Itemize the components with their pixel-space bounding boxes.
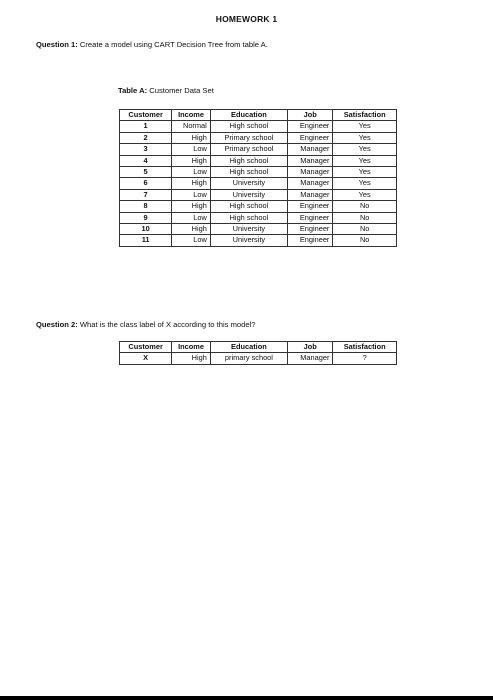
- cell-education: High school: [210, 212, 287, 223]
- cell-education: Primary school: [210, 144, 287, 155]
- cell-job: Engineer: [288, 224, 333, 235]
- cell-income: High: [172, 155, 211, 166]
- cell-satisfaction: Yes: [333, 155, 397, 166]
- cell-satisfaction: No: [333, 235, 397, 246]
- cell-income: Low: [172, 167, 211, 178]
- cell-customer: 8: [120, 201, 172, 212]
- cell-job: Manager: [288, 167, 333, 178]
- cell-job: Engineer: [288, 132, 333, 143]
- cell-job: Engineer: [288, 235, 333, 246]
- table-row: [120, 132, 397, 143]
- cell-income: High: [172, 201, 211, 212]
- customer-data-table: [119, 109, 397, 247]
- cell-customer: 3: [120, 144, 172, 155]
- cell-satisfaction: Yes: [333, 167, 397, 178]
- table-row: [120, 224, 397, 235]
- cell-satisfaction: Yes: [333, 178, 397, 189]
- table-header-row: [120, 342, 397, 353]
- cell-customer: 5: [120, 167, 172, 178]
- cell-education: University: [210, 224, 287, 235]
- cell-satisfaction: Yes: [333, 189, 397, 200]
- cell-satisfaction: No: [333, 201, 397, 212]
- table-row: [120, 235, 397, 246]
- cell-job: Engineer: [288, 212, 333, 223]
- header-income: Income: [172, 110, 211, 121]
- header-satisfaction: Satisfaction: [333, 342, 397, 353]
- table-row: [120, 353, 397, 364]
- table-row: [120, 167, 397, 178]
- cell-income: High: [172, 353, 211, 364]
- table-row: [120, 178, 397, 189]
- cell-job: Manager: [288, 189, 333, 200]
- table-a-caption: [118, 86, 214, 95]
- header-job: Job: [288, 342, 333, 353]
- cell-customer: 9: [120, 212, 172, 223]
- cell-income: Normal: [172, 121, 211, 132]
- cell-job: Engineer: [288, 121, 333, 132]
- cell-education: Primary school: [210, 132, 287, 143]
- cell-customer: 7: [120, 189, 172, 200]
- cell-income: Low: [172, 212, 211, 223]
- header-customer: Customer: [120, 110, 172, 121]
- cell-job: Manager: [288, 155, 333, 166]
- question-2: [36, 320, 255, 329]
- cell-education: University: [210, 178, 287, 189]
- cell-education: High school: [210, 201, 287, 212]
- cell-customer: 2: [120, 132, 172, 143]
- question-1-label: Question 1:: [36, 40, 78, 49]
- cell-satisfaction: No: [333, 224, 397, 235]
- cell-job: Manager: [288, 144, 333, 155]
- cell-income: High: [172, 132, 211, 143]
- question-2-text: What is the class label of X according to this model?: [77, 320, 256, 329]
- header-education: Education: [210, 342, 287, 353]
- query-instance-table: [119, 341, 397, 365]
- cell-job: Engineer: [288, 201, 333, 212]
- cell-satisfaction: Yes: [333, 121, 397, 132]
- header-job: Job: [288, 110, 333, 121]
- cell-income: Low: [172, 189, 211, 200]
- cell-customer: 11: [120, 235, 172, 246]
- document-title: HOMEWORK 1: [215, 14, 278, 24]
- cell-satisfaction: No: [333, 212, 397, 223]
- cell-education: High school: [210, 167, 287, 178]
- table-header-row: [120, 110, 397, 121]
- question-1-text: Create a model using CART Decision Tree from table A.: [77, 40, 268, 49]
- cell-customer: 10: [120, 224, 172, 235]
- cell-income: Low: [172, 144, 211, 155]
- cell-satisfaction: Yes: [333, 132, 397, 143]
- cell-income: High: [172, 178, 211, 189]
- header-income: Income: [172, 342, 211, 353]
- page-bottom-edge: [0, 696, 493, 700]
- cell-education: University: [210, 235, 287, 246]
- cell-customer: 1: [120, 121, 172, 132]
- cell-satisfaction: Yes: [333, 144, 397, 155]
- table-row: [120, 212, 397, 223]
- cell-customer: X: [120, 353, 172, 364]
- table-row: [120, 201, 397, 212]
- question-1: [36, 40, 268, 49]
- header-customer: Customer: [120, 342, 172, 353]
- table-row: [120, 189, 397, 200]
- table-a-caption-text: Customer Data Set: [147, 86, 214, 95]
- cell-customer: 6: [120, 178, 172, 189]
- cell-education: primary school: [210, 353, 287, 364]
- header-satisfaction: Satisfaction: [333, 110, 397, 121]
- cell-job: Manager: [288, 178, 333, 189]
- table-row: [120, 121, 397, 132]
- question-2-label: Question 2:: [36, 320, 78, 329]
- cell-job: Manager: [288, 353, 333, 364]
- cell-income: High: [172, 224, 211, 235]
- table-row: [120, 155, 397, 166]
- cell-education: High school: [210, 121, 287, 132]
- table-a-caption-label: Table A:: [118, 86, 148, 95]
- cell-education: High school: [210, 155, 287, 166]
- cell-satisfaction: ?: [333, 353, 397, 364]
- header-education: Education: [210, 110, 287, 121]
- cell-customer: 4: [120, 155, 172, 166]
- cell-education: University: [210, 189, 287, 200]
- cell-income: Low: [172, 235, 211, 246]
- table-row: [120, 144, 397, 155]
